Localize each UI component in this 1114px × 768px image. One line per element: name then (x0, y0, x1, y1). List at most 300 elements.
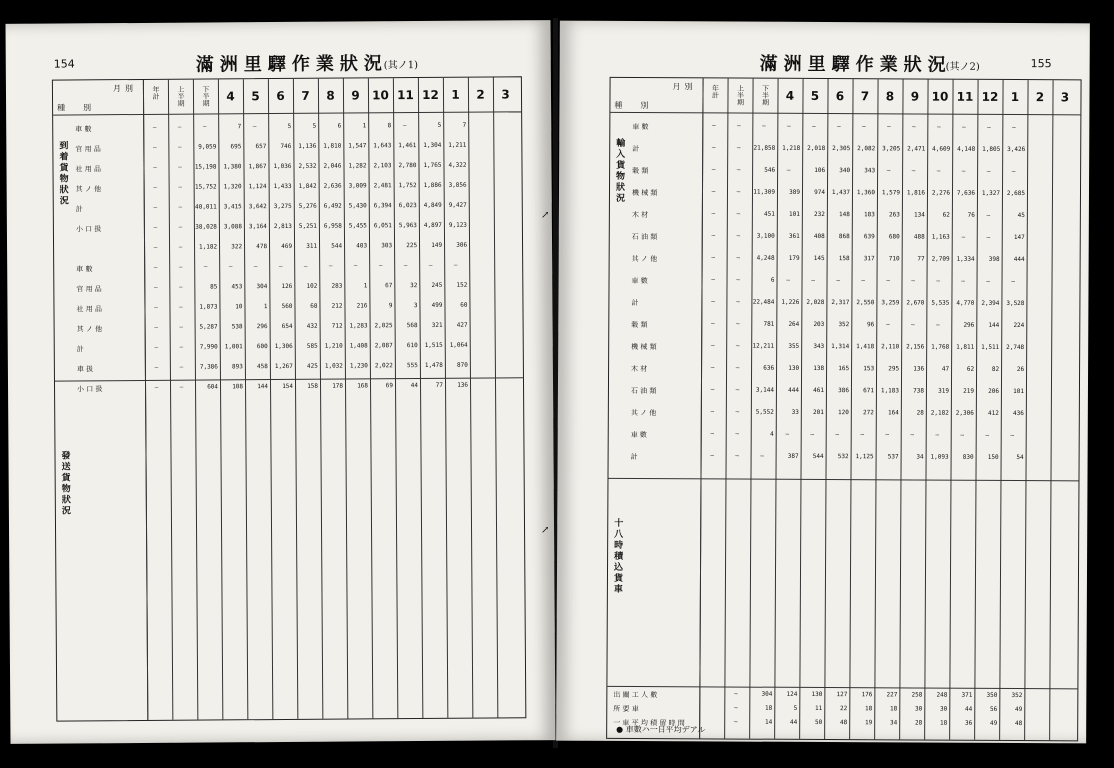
table-cell: 352 (838, 321, 850, 329)
table-cell: 2,025 (374, 322, 393, 330)
table-cell: 352 (1011, 691, 1023, 700)
table-cell: 15,752 (194, 183, 217, 191)
table-cell: 183 (864, 211, 875, 219)
table-cell: 40,011 (195, 203, 217, 211)
table-cell: 7 (237, 123, 242, 131)
table-cell: 2,685 (1006, 189, 1026, 198)
table-cell: 2,471 (907, 145, 926, 153)
row-label: 車 數 (631, 276, 648, 286)
table-cell: 306 (456, 241, 468, 249)
month-header: 1 (451, 87, 460, 102)
table-cell: 28 (914, 719, 923, 727)
table-cell: — (178, 283, 183, 291)
table-cell: 2,022 (374, 362, 393, 370)
table-cell: — (178, 243, 183, 251)
table-cell: — (153, 243, 158, 251)
table-cell: 149 (431, 241, 443, 249)
table-cell: 44 (410, 382, 419, 390)
second-half-header: 下半期 (761, 84, 770, 106)
table-cell: — (202, 123, 207, 131)
table-cell: 1,886 (423, 181, 442, 189)
table-cell: — (328, 262, 333, 270)
table-cell: 432 (306, 322, 318, 330)
table-cell: — (886, 277, 890, 285)
table-cell: — (811, 276, 815, 284)
table-cell: 296 (256, 323, 268, 331)
table-cell: 469 (281, 242, 293, 250)
table-cell: 4,148 (957, 145, 976, 153)
table-cell: 1,226 (781, 298, 800, 306)
table-cell: 5,535 (931, 299, 950, 307)
table-cell: 1,032 (324, 362, 343, 370)
table-cell: — (787, 122, 791, 130)
table-cell: 101 (1013, 387, 1024, 396)
table-row (53, 121, 521, 134)
table-cell: 639 (863, 233, 875, 241)
right-table (606, 77, 1081, 741)
row-label: 官 用 品 (76, 285, 102, 294)
table-cell: 3,415 (223, 203, 242, 211)
table-cell: 258 (911, 691, 923, 699)
table-cell: 1,579 (881, 189, 901, 197)
month-header: 3 (501, 87, 510, 102)
table-cell: 124 (786, 690, 798, 698)
table-cell: — (154, 303, 158, 311)
table-cell: — (278, 262, 283, 271)
table-cell: 444 (1013, 255, 1025, 264)
table-cell: 398 (988, 255, 1000, 263)
table-row (53, 141, 521, 154)
table-cell: 1,643 (373, 142, 392, 150)
table-cell: — (153, 143, 157, 151)
table-cell: 82 (991, 365, 1000, 373)
table-cell: 436 (1012, 409, 1024, 418)
table-cell: 1,768 (931, 343, 950, 351)
table-cell: 224 (1013, 321, 1025, 330)
table-cell: — (735, 408, 740, 416)
table-cell: 555 (407, 362, 418, 370)
table-cell: 283 (331, 282, 343, 290)
table-cell: 49 (1015, 706, 1023, 714)
table-cell: — (179, 343, 184, 351)
table-cell: 148 (839, 211, 850, 219)
table-cell: 1,816 (906, 189, 926, 197)
row-label: 計 (631, 298, 639, 308)
row-label: 車 數 (76, 265, 93, 274)
table-cell: 403 (356, 242, 368, 250)
table-cell: 3,642 (248, 203, 267, 211)
table-cell: — (178, 143, 182, 151)
table-cell: 85 (210, 283, 218, 291)
table-cell: 3,144 (755, 386, 774, 394)
table-row (610, 210, 1080, 222)
table-cell: 6 (337, 122, 342, 130)
table-cell: 2,028 (806, 298, 825, 307)
table-cell: 67 (385, 282, 393, 290)
row-label: 小 口 扱 (77, 385, 103, 394)
table-cell: 96 (867, 321, 875, 329)
table-cell: 389 (789, 188, 801, 196)
table-cell: — (836, 277, 840, 285)
table-cell: 304 (761, 690, 773, 698)
table-cell: 781 (763, 320, 775, 328)
month-header: 7 (301, 88, 310, 103)
table-cell: 657 (255, 143, 267, 151)
table-cell: 1,327 (981, 189, 1001, 197)
footer-row (607, 690, 1077, 702)
row-label: 計 (630, 452, 638, 462)
table-cell: — (153, 283, 158, 291)
table-cell: 108 (232, 383, 244, 391)
table-cell: 488 (913, 233, 925, 241)
table-cell: 147 (1013, 233, 1025, 242)
row-label: 機 械 類 (631, 342, 657, 352)
table-cell: — (986, 211, 991, 219)
table-cell: 62 (942, 211, 950, 219)
table-cell: 38,028 (195, 223, 217, 231)
table-cell: 36 (964, 719, 973, 727)
table-cell: — (710, 364, 715, 372)
left-page-subtitle: (其ノ1) (383, 60, 419, 72)
table-cell: 5,552 (755, 408, 774, 416)
table-cell: 1,842 (298, 182, 317, 190)
table-cell: 206 (988, 387, 999, 395)
table-cell: 2,156 (906, 343, 925, 351)
table-cell: 12,211 (752, 342, 775, 350)
month-header: 5 (810, 88, 820, 103)
table-cell: — (711, 144, 716, 152)
table-cell: 1,064 (449, 341, 468, 349)
table-cell: 9,123 (448, 221, 467, 229)
corner-type: 別 (83, 103, 92, 113)
table-row (610, 122, 1080, 134)
table-cell: — (179, 303, 183, 311)
table-cell: — (735, 364, 740, 372)
month-header: 4 (226, 89, 235, 104)
left-section-1: 到着貨物狀況 (57, 140, 68, 207)
table-cell: 32 (410, 282, 418, 290)
table-cell: 4 (770, 430, 774, 438)
table-cell: — (860, 431, 865, 439)
table-cell: — (812, 122, 816, 130)
table-cell: — (736, 210, 741, 218)
table-cell: 2,103 (373, 162, 392, 170)
table-row (55, 341, 523, 354)
table-cell: — (710, 452, 714, 460)
second-half-header: 下半期 (201, 85, 211, 107)
table-cell: 1,478 (424, 361, 443, 369)
table-row (54, 281, 522, 294)
table-cell: — (153, 223, 158, 231)
table-cell: 48 (839, 719, 848, 727)
table-cell: 45 (1017, 212, 1025, 220)
table-cell: — (710, 320, 715, 328)
table-cell: 76 (967, 211, 975, 219)
table-cell: 49 (989, 719, 998, 727)
margin-mark: ↗ (541, 525, 550, 536)
left-page-title: 滿洲里驛作業狀況 (195, 53, 388, 76)
table-cell: 5,963 (398, 222, 417, 230)
row-label: 一 車 平 均 積 留 時 間 (613, 718, 685, 728)
table-cell: 18 (765, 704, 773, 712)
table-cell: 2,481 (373, 182, 392, 190)
row-label: 木 材 (631, 364, 648, 374)
table-row (609, 342, 1079, 354)
table-cell: — (986, 277, 990, 285)
table-cell: 387 (787, 452, 799, 460)
table-cell: — (153, 203, 158, 211)
table-cell: 5,455 (348, 222, 367, 230)
table-cell: 1,183 (880, 387, 899, 395)
table-cell: 1,036 (273, 162, 292, 171)
left-table (52, 76, 526, 721)
month-header: 12 (422, 87, 439, 103)
table-cell: 2,532 (298, 162, 317, 170)
table-cell: — (935, 321, 940, 329)
month-header: 3 (1060, 90, 1070, 105)
table-cell: 5 (312, 122, 317, 130)
table-cell: 3,275 (273, 202, 292, 211)
table-cell: 168 (357, 382, 369, 390)
table-cell: 19 (864, 719, 873, 727)
table-cell: — (154, 323, 158, 331)
table-cell: 22 (840, 705, 848, 713)
table-cell: — (378, 262, 383, 270)
table-cell: 2,110 (881, 343, 900, 351)
table-cell: — (862, 123, 866, 131)
table-cell: 203 (813, 320, 825, 329)
table-cell: 2,305 (832, 145, 851, 153)
table-cell: 7,990 (199, 343, 218, 351)
row-label: 計 (76, 345, 84, 354)
table-cell: 34 (889, 719, 898, 727)
table-cell: 2,709 (931, 255, 950, 263)
month-header: 9 (351, 88, 360, 103)
row-label: 社 用 品 (75, 165, 101, 174)
month-header: 2 (1035, 90, 1045, 105)
table-cell: — (154, 363, 159, 371)
row-label: 車 數 (75, 125, 92, 134)
table-cell: 144 (257, 383, 269, 391)
table-cell: 361 (788, 232, 800, 240)
table-cell: 710 (888, 255, 900, 263)
table-cell: 18 (939, 719, 948, 727)
table-cell: 425 (307, 362, 318, 370)
table-row (610, 166, 1080, 178)
table-cell: 5 (437, 121, 442, 129)
table-cell: 7,636 (956, 189, 976, 197)
table-cell: — (985, 431, 990, 439)
table-cell: — (735, 452, 739, 460)
table-cell: 321 (431, 321, 443, 329)
row-label: 其 ノ 他 (631, 254, 658, 264)
table-cell: 1,163 (931, 233, 950, 241)
table-row (54, 201, 522, 214)
table-cell: 1,001 (224, 343, 243, 351)
table-cell: — (179, 323, 183, 331)
table-cell: 600 (256, 343, 268, 351)
table-cell: 746 (280, 142, 292, 150)
table-cell: — (178, 183, 182, 191)
table-cell: 461 (813, 386, 824, 395)
table-cell: — (734, 690, 738, 698)
table-cell: — (835, 431, 840, 439)
table-cell: 2,636 (323, 182, 342, 190)
table-cell: — (786, 276, 790, 284)
row-label: 穀 類 (632, 166, 649, 176)
table-cell: 212 (331, 302, 343, 310)
table-cell: — (711, 298, 715, 306)
right-section-1: 輸入貨物狀況 (613, 137, 625, 204)
table-cell: — (986, 233, 991, 241)
table-cell: 974 (814, 188, 826, 197)
table-cell: 2,748 (1006, 343, 1025, 352)
table-cell: — (736, 144, 741, 152)
table-cell: — (886, 167, 891, 175)
table-cell: — (960, 431, 965, 439)
table-cell: 1,547 (348, 142, 367, 150)
table-cell: 272 (862, 409, 874, 417)
table-cell: 8 (387, 122, 392, 130)
table-cell: 4,322 (448, 161, 467, 169)
table-cell: — (712, 122, 716, 130)
table-cell: 7 (462, 121, 467, 129)
table-cell: 1,125 (855, 453, 874, 461)
row-label: 木 材 (631, 210, 649, 220)
table-cell: — (178, 263, 183, 271)
table-cell: — (736, 298, 740, 306)
table-cell: 295 (888, 365, 900, 373)
table-cell: 4,248 (756, 254, 775, 262)
table-cell: — (711, 232, 716, 240)
table-cell: — (710, 408, 715, 416)
table-cell: 144 (988, 321, 1000, 329)
table-cell: 868 (838, 233, 850, 241)
table-cell: 1,380 (223, 163, 242, 171)
table-cell: 343 (813, 342, 825, 351)
table-cell: 30 (940, 705, 948, 713)
month-header: 12 (981, 89, 999, 104)
table-cell: 2,780 (398, 162, 417, 170)
table-cell: — (402, 122, 407, 130)
table-row (54, 221, 522, 234)
table-cell: 6 (770, 276, 775, 284)
table-cell: 178 (332, 382, 344, 390)
table-cell: — (737, 122, 741, 130)
table-cell: 201 (812, 408, 824, 417)
left-page (5, 20, 555, 744)
month-header: 7 (860, 89, 870, 104)
table-cell: 106 (814, 166, 826, 175)
table-cell: 3,205 (882, 145, 901, 153)
table-cell: 5,276 (298, 202, 317, 210)
corner-day: 別 (684, 82, 693, 92)
table-cell: 695 (230, 143, 242, 151)
table-cell: 1,408 (349, 342, 368, 350)
month-header: 6 (276, 88, 285, 104)
table-cell: 26 (1016, 366, 1025, 374)
table-cell: — (353, 262, 358, 270)
table-cell: 7,386 (199, 363, 218, 371)
table-cell: 544 (331, 242, 343, 250)
table-row (610, 232, 1080, 244)
table-cell: 130 (811, 690, 823, 699)
table-cell: 248 (936, 691, 948, 699)
table-cell: 412 (987, 409, 999, 417)
table-cell: 232 (814, 210, 825, 219)
table-cell: 30 (915, 705, 923, 713)
table-row (609, 298, 1079, 310)
table-cell: 585 (306, 342, 318, 350)
table-cell: 311 (306, 242, 318, 250)
month-header: 1 (1010, 89, 1020, 105)
table-cell: 5 (793, 704, 798, 712)
table-row (609, 320, 1079, 332)
table-cell: 1,230 (349, 362, 368, 370)
table-cell: — (711, 166, 716, 174)
table-cell: — (936, 277, 940, 285)
table-cell: — (937, 123, 941, 131)
table-cell: 138 (813, 364, 825, 373)
table-cell: — (154, 343, 159, 351)
table-cell: — (178, 223, 183, 231)
table-cell: — (736, 254, 740, 262)
table-cell: 1,211 (448, 141, 467, 149)
table-cell: — (710, 430, 715, 438)
table-cell: — (962, 123, 966, 131)
table-row (53, 161, 521, 174)
month-header: 5 (251, 89, 260, 104)
table-cell: 568 (406, 322, 418, 330)
table-cell: 712 (331, 322, 343, 330)
table-cell: 1,282 (348, 162, 367, 170)
table-cell: — (785, 430, 790, 438)
table-cell: 4,897 (423, 221, 442, 229)
table-cell: 1 (263, 303, 268, 311)
table-cell: 893 (232, 363, 243, 371)
row-label: 其 ノ 他 (630, 408, 657, 418)
table-row (54, 181, 522, 194)
table-cell: 546 (764, 166, 776, 174)
table-cell: 1,306 (274, 342, 293, 351)
table-cell: 60 (460, 301, 468, 309)
row-label: 小 口 扱 (75, 225, 102, 234)
table-cell: 5 (287, 122, 292, 130)
table-cell: — (733, 718, 738, 726)
table-cell: — (911, 167, 916, 175)
first-half-header: 上半期 (176, 85, 186, 107)
table-cell: 68 (310, 302, 318, 310)
table-cell: — (885, 431, 890, 439)
month-header: 10 (931, 89, 949, 104)
table-cell: — (936, 167, 941, 175)
table-cell: 680 (888, 233, 900, 241)
row-label: 其 ノ 他 (76, 325, 103, 334)
table-cell: 3,856 (448, 181, 467, 189)
right-section-2: 十八時積込貨車 (611, 517, 623, 595)
table-cell: — (711, 210, 716, 218)
table-cell: 604 (207, 383, 219, 391)
row-label: 石 油 類 (631, 232, 658, 242)
table-cell: 145 (813, 254, 825, 263)
table-cell: 101 (789, 210, 800, 218)
table-cell: 304 (256, 283, 268, 291)
month-header: 2 (476, 87, 485, 102)
table-cell: — (760, 452, 764, 460)
table-cell: — (961, 277, 965, 285)
table-cell: 130 (788, 364, 800, 372)
table-cell: 9,059 (198, 143, 217, 151)
